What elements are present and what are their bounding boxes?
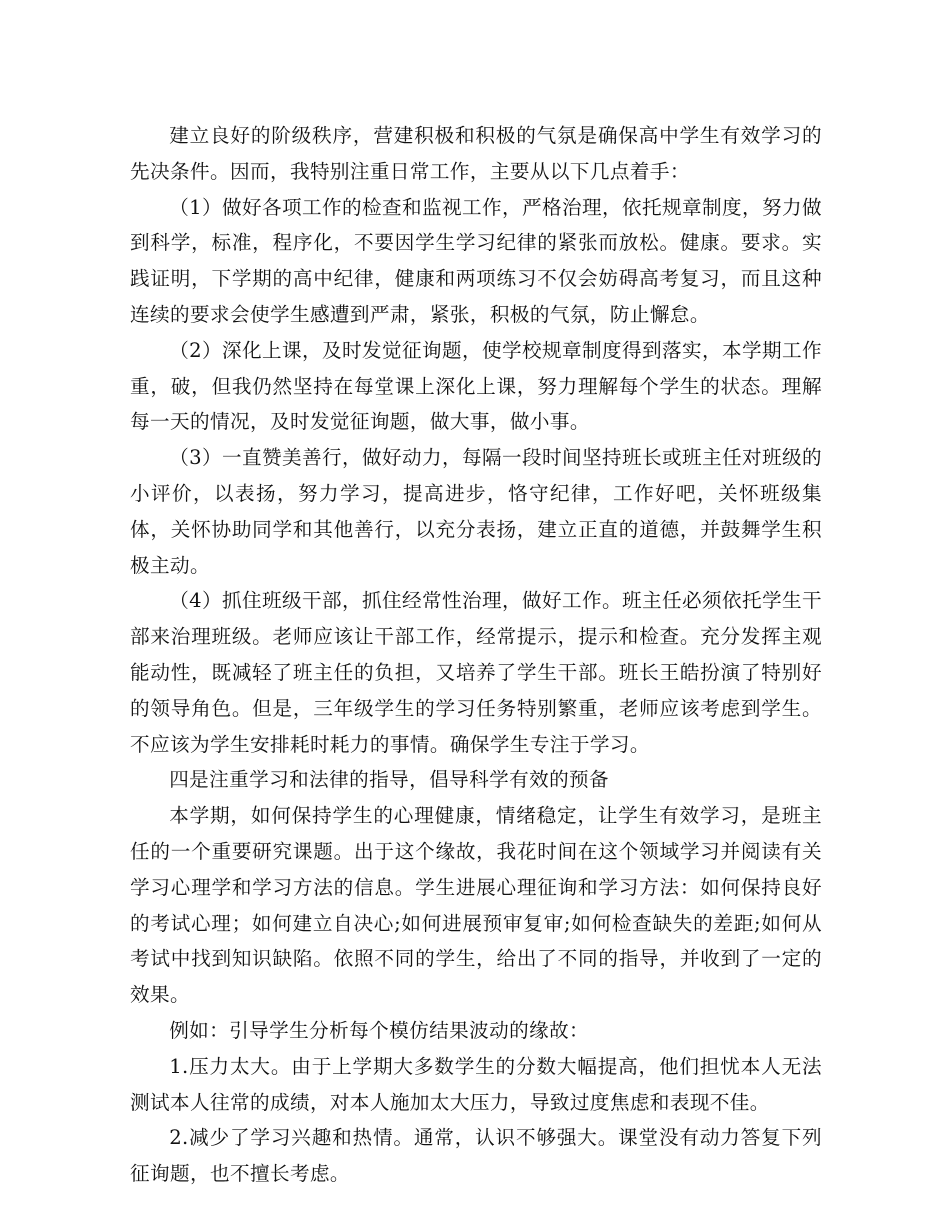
paragraph-reason-1: 1.压力太大。由于上学期大多数学生的分数大幅提高，他们担忧本人无法测试本人往常的成绩，对本人施加太大压力，导致过度焦虑和表现不佳。 [130,1054,822,1114]
paragraph-item-1: （1）做好各项工作的检查和监视工作，严格治理，依托规章制度，努力做到科学，标准，程序化，不要因学生学习纪律的紧张而放松。健康。要求。实践证明，下学期的高中纪律，健康和两项练习不仅会妨碍高考复习，而且这种连续的要求会使学生感遭到严肃，紧张，积极的气氛，防止懈怠。 [130,195,822,326]
paragraph-example: 例如：引导学生分析每个模仿结果波动的缘故： [169,1018,590,1042]
paragraph-semester: 本学期，如何保持学生的心理健康，情绪稳定，让学生有效学习，是班主任的一个重要研究课题。出于这个缘故，我花时间在这个领域学习并阅读有关学习心理学和学习方法的信息。学生进展心理征询和学习方法：如何保持良好的考试心理；如何建立自决心;如何进展预审复审;如何检查缺失的差距;如何从考试中找到知识缺陷。依照不同的学生，给出了不同的指导，并收到了一定的效果。 [130,804,822,1007]
paragraph-reason-2: 2.减少了学习兴趣和热情。通常，认识不够强大。课堂没有动力答复下列征询题，也不擅长考虑。 [130,1126,822,1186]
document-page [130,118,822,1192]
paragraph-item-4: （4）抓住班级干部，抓住经常性治理，做好工作。班主任必须依托学生干部来治理班级。老师应该让干部工作，经常提示，提示和检查。充分发挥主观能动性，既减轻了班主任的负担，又培养了学生干部。班长王皓扮演了特别好的领导角色。但是，三年级学生的学习任务特别繁重，老师应该考虑到学生。不应该为学生安排耗时耗力的事情。确保学生专注于学习。 [130,589,822,756]
paragraph-intro: 建立良好的阶级秩序，营建积极和积极的气氛是确保高中学生有效学习的先决条件。因而，我特别注重日常工作，主要从以下几点着手： [130,124,822,183]
paragraph-item-2: （2）深化上课，及时发觉征询题，使学校规章制度得到落实，本学期工作重，破，但我仍然坚持在每堂课上深化上课，努力理解每个学生的状态。理解每一天的情况，及时发觉征询题，做大事，做小事。 [130,338,822,434]
section-heading-four: 四是注重学习和法律的指导，倡导科学有效的预备 [169,768,610,792]
paragraph-item-3: （3）一直赞美善行，做好动力，每隔一段时间坚持班长或班主任对班级的小评价，以表扬，努力学习，提高进步，恪守纪律，工作好吧，关怀班级集体，关怀协助同学和其他善行，以充分表扬，建立正直的道德，并鼓舞学生积极主动。 [130,446,822,577]
